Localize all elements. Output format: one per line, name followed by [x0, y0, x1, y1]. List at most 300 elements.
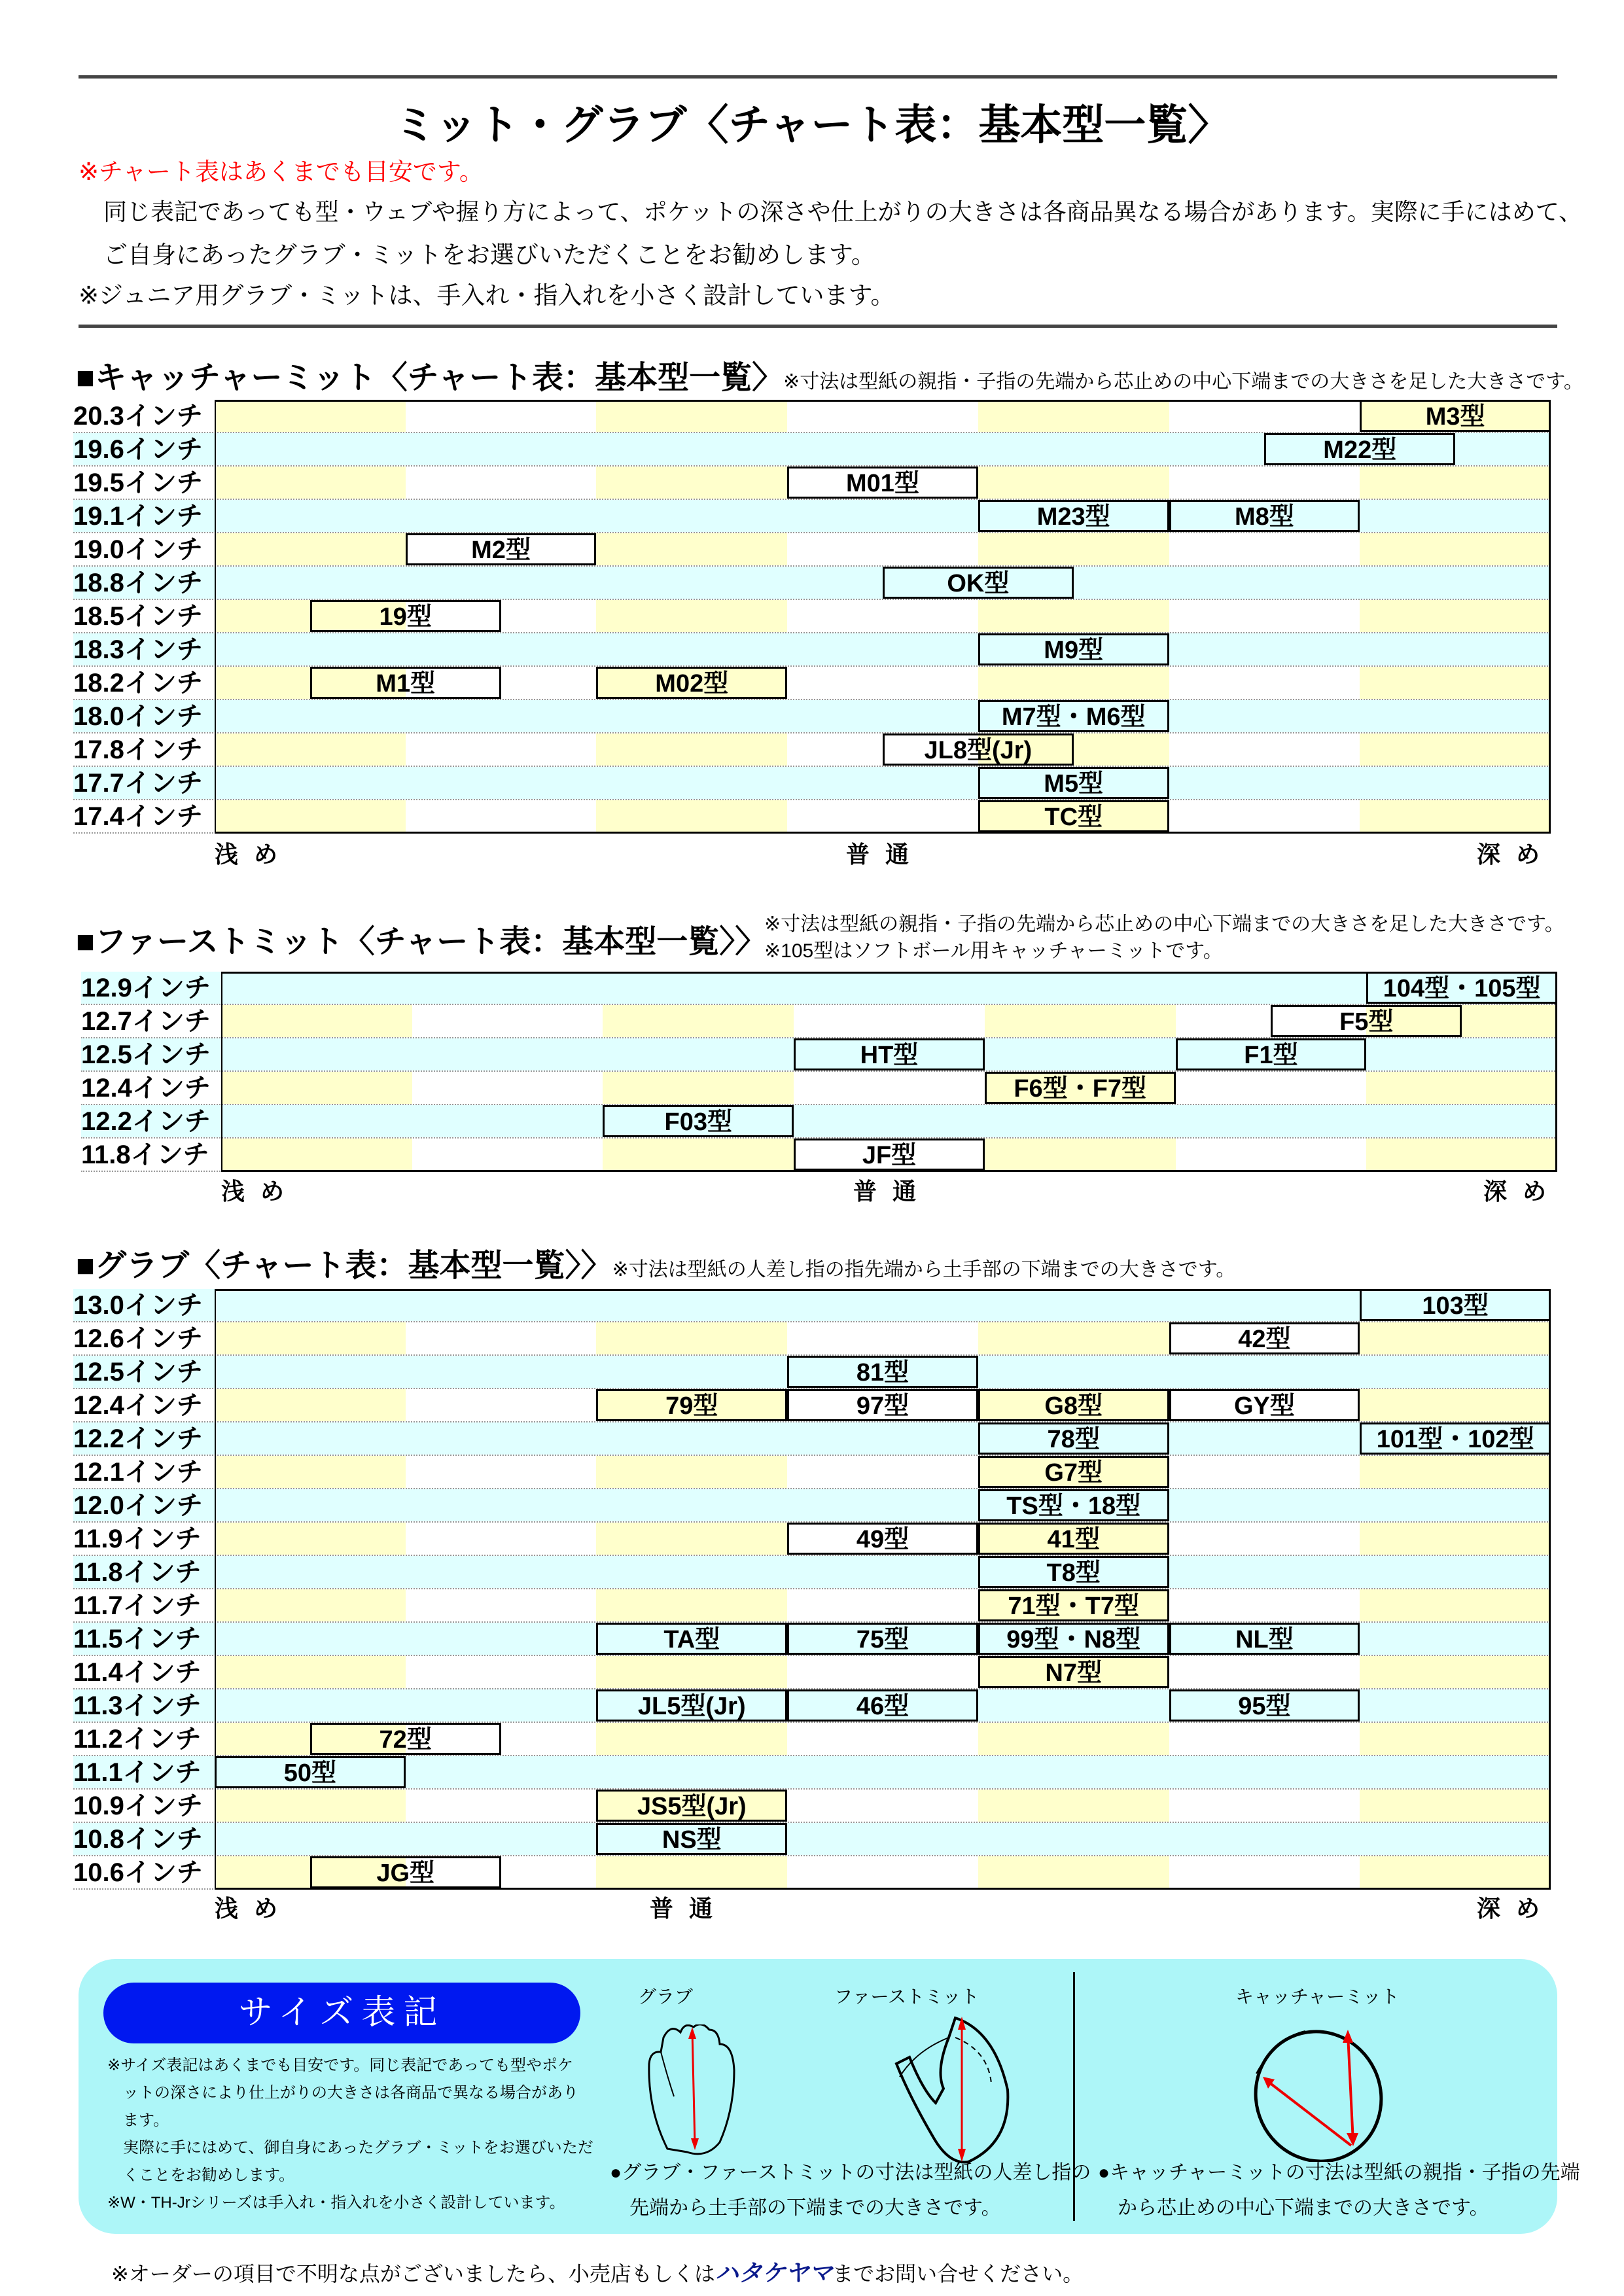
depth-cell — [787, 1489, 978, 1521]
depth-cell — [1169, 1790, 1360, 1822]
size-label: 20.3インチ — [73, 400, 215, 432]
depth-cell — [215, 1322, 406, 1354]
size-badge: サイズ表記 — [103, 1983, 580, 2043]
catcher-mitt-diagram-icon — [1237, 2018, 1387, 2162]
glove-caption-2: 先端から土手部の下端までの大きさです。 — [629, 2197, 1001, 2219]
chart-row — [73, 1689, 1551, 1723]
depth-cell — [1360, 633, 1551, 665]
depth-cell — [215, 733, 406, 766]
depth-cell — [603, 972, 794, 1004]
depth-cell — [221, 972, 412, 1004]
size-label: 12.6インチ — [73, 1322, 215, 1354]
model-box: 49型 — [787, 1523, 978, 1555]
depth-cell — [787, 1322, 978, 1354]
size-label: 18.2インチ — [73, 667, 215, 699]
axis-shallow: 浅め — [215, 841, 294, 868]
depth-cell — [978, 1723, 1169, 1755]
intro-line-3: ※ジュニア用グラブ・ミットは、手入れ・指入れを小さく設計しています。 — [79, 282, 895, 309]
depth-cell — [1169, 1856, 1360, 1888]
depth-cell — [412, 1072, 603, 1104]
depth-cell — [215, 1823, 406, 1855]
depth-cell — [215, 500, 406, 532]
depth-cell — [787, 1289, 978, 1321]
catcher-caption-1: ●キャッチャーミットの寸法は型紙の親指・子指の先端 — [1098, 2162, 1580, 2183]
depth-cell — [215, 1556, 406, 1588]
model-box: F5型 — [1271, 1005, 1462, 1037]
depth-cell — [978, 667, 1169, 699]
depth-cell — [1360, 700, 1551, 732]
depth-cell — [1169, 1489, 1360, 1521]
depth-cell — [221, 1139, 412, 1171]
model-box: M1型 — [310, 667, 501, 699]
depth-cell — [787, 1556, 978, 1588]
depth-cell — [215, 1623, 406, 1655]
depth-cell — [978, 400, 1169, 432]
size-note-4: 実際に手にはめて、御自身にあったグラブ・ミットをお選びいただ — [123, 2139, 593, 2157]
depth-cell — [221, 1038, 412, 1070]
depth-cell — [406, 1756, 597, 1788]
chart-row — [73, 1623, 1551, 1656]
depth-cell — [1169, 600, 1360, 632]
depth-cell — [221, 1105, 412, 1137]
depth-cell — [596, 633, 787, 665]
size-label: 17.8インチ — [73, 733, 215, 766]
chart-row — [73, 1856, 1551, 1890]
chart-row — [73, 467, 1551, 500]
depth-cell — [406, 1489, 597, 1521]
depth-cell — [1360, 1823, 1551, 1855]
chart-row — [73, 567, 1551, 600]
model-box: 78型 — [978, 1422, 1169, 1455]
catcher-note: ※寸法は型紙の親指・子指の先端から芯止めの中心下端までの大きさを足した大きさです。 — [783, 371, 1583, 393]
depth-cell — [1360, 1756, 1551, 1788]
depth-cell — [1169, 1556, 1360, 1588]
depth-cell — [1176, 1139, 1367, 1171]
depth-cell — [596, 700, 787, 732]
depth-cell — [406, 567, 597, 599]
depth-cell — [603, 1072, 794, 1104]
size-label: 12.5インチ — [81, 1038, 221, 1070]
size-label: 10.9インチ — [73, 1790, 215, 1822]
depth-cell — [406, 1523, 597, 1555]
depth-cell — [1169, 733, 1360, 766]
depth-cell — [596, 1656, 787, 1688]
brand-logo[interactable]: ハタケヤマ — [715, 2259, 833, 2286]
model-box: NL型 — [1169, 1623, 1360, 1655]
depth-cell — [1360, 533, 1551, 565]
depth-cell — [596, 1856, 787, 1888]
depth-cell — [1366, 1139, 1557, 1171]
depth-cell — [787, 433, 978, 465]
chart-row — [73, 533, 1551, 567]
depth-cell — [596, 533, 787, 565]
depth-cell — [406, 1656, 597, 1688]
depth-cell — [1360, 567, 1551, 599]
chart-row — [81, 1038, 1557, 1072]
page-title: ミット・グラブ〈チャート表：基本型一覧〉 — [394, 101, 1230, 149]
depth-cell — [978, 1322, 1169, 1354]
size-label: 17.7インチ — [73, 767, 215, 799]
depth-cell — [787, 667, 978, 699]
depth-cell — [1169, 1723, 1360, 1755]
first-mitt-diagram-icon — [870, 2011, 1027, 2168]
depth-cell — [1360, 1656, 1551, 1688]
chart-row — [73, 1489, 1551, 1523]
chart-row — [73, 767, 1551, 800]
depth-cell — [215, 1523, 406, 1555]
depth-cell — [1169, 1289, 1360, 1321]
chart-row — [73, 1389, 1551, 1422]
glove-caption-1: ●グラブ・ファーストミットの寸法は型紙の人差し指の — [610, 2162, 1091, 2183]
depth-cell — [215, 1589, 406, 1621]
footer-text-after: までお問い合せください。 — [832, 2262, 1084, 2286]
depth-cell — [596, 1723, 787, 1755]
depth-cell — [1169, 767, 1360, 799]
depth-cell — [596, 1456, 787, 1488]
model-box: JS5型(Jr) — [596, 1790, 787, 1822]
depth-cell — [787, 1656, 978, 1688]
depth-cell — [985, 1105, 1176, 1137]
depth-cell — [406, 1689, 597, 1722]
model-box: 19型 — [310, 600, 501, 632]
model-box: T8型 — [978, 1556, 1169, 1588]
model-box: M7型・M6型 — [978, 700, 1169, 732]
depth-cell — [215, 700, 406, 732]
depth-cell — [215, 1790, 406, 1822]
chart-row — [81, 1139, 1557, 1172]
size-label: 12.2インチ — [73, 1422, 215, 1455]
depth-cell — [596, 433, 787, 465]
depth-cell — [978, 1689, 1169, 1722]
depth-cell — [1169, 400, 1360, 432]
chart-row — [81, 1105, 1557, 1139]
first-heading: ■ファーストミット〈チャート表：基本型一覧〉〉 — [76, 925, 767, 959]
model-box: GY型 — [1169, 1389, 1360, 1421]
chart-row — [73, 1589, 1551, 1623]
depth-cell — [1360, 1523, 1551, 1555]
depth-cell — [787, 800, 978, 832]
depth-cell — [1366, 1072, 1557, 1104]
size-label: 12.2インチ — [81, 1105, 221, 1137]
depth-cell — [215, 1689, 406, 1722]
depth-cell — [406, 1389, 597, 1421]
model-box: 46型 — [787, 1689, 978, 1722]
model-box: F1型 — [1176, 1038, 1367, 1070]
size-label: 11.5インチ — [73, 1623, 215, 1655]
size-info-panel — [79, 1959, 1580, 2234]
first-note-2: ※105型はソフトボール用キャッチャーミットです。 — [764, 940, 1223, 962]
depth-cell — [596, 467, 787, 499]
glove-heading — [76, 1240, 1235, 1285]
size-label: 19.0インチ — [73, 533, 215, 565]
size-label: 12.5インチ — [73, 1356, 215, 1388]
depth-cell — [596, 1422, 787, 1455]
depth-cell — [215, 767, 406, 799]
size-label: 11.9インチ — [73, 1523, 215, 1555]
depth-cell — [1360, 767, 1551, 799]
depth-cell — [1360, 1589, 1551, 1621]
size-label: 11.3インチ — [73, 1689, 215, 1722]
depth-cell — [1176, 1105, 1367, 1137]
depth-cell — [215, 1289, 406, 1321]
size-note-5: くことをお勧めします。 — [123, 2166, 295, 2184]
depth-cell — [215, 1422, 406, 1455]
depth-cell — [1360, 1556, 1551, 1588]
warning-note: ※チャート表はあくまでも目安です。 — [79, 158, 484, 185]
depth-cell — [412, 1005, 603, 1037]
depth-cell — [1176, 972, 1367, 1004]
intro-line-1: 同じ表記であっても型・ウェブや握り方によって、ポケットの深さや仕上がりの大きさは各商品異なる場合があります。実際に手にはめて、 — [103, 198, 1583, 225]
model-box: M23型 — [978, 500, 1169, 532]
size-label: 12.4インチ — [81, 1072, 221, 1104]
depth-cell — [794, 972, 985, 1004]
depth-cell — [406, 1589, 597, 1621]
depth-cell — [787, 400, 978, 432]
chart-row — [73, 1523, 1551, 1556]
glove-diagram-icon — [641, 2024, 785, 2155]
chart-row — [73, 1289, 1551, 1322]
depth-cell — [1360, 1623, 1551, 1655]
catcher-diagram-label: キャッチャーミット — [1235, 1987, 1400, 2007]
depth-cell — [1169, 533, 1360, 565]
depth-cell — [406, 800, 597, 832]
model-box: 50型 — [215, 1756, 406, 1788]
chart-row — [73, 633, 1551, 667]
model-box: F6型・F7型 — [985, 1072, 1176, 1104]
size-label: 11.4インチ — [73, 1656, 215, 1688]
size-label: 10.8インチ — [73, 1823, 215, 1855]
size-label: 10.6インチ — [73, 1856, 215, 1888]
axis-deep: 深め — [1483, 1178, 1562, 1205]
model-box: M3型 — [1360, 400, 1551, 432]
depth-cell — [406, 700, 597, 732]
model-box: M01型 — [787, 467, 978, 499]
chart-row — [81, 1072, 1557, 1105]
depth-cell — [787, 1823, 978, 1855]
depth-cell — [978, 1856, 1169, 1888]
depth-cell — [978, 1289, 1169, 1321]
depth-cell — [978, 1790, 1169, 1822]
size-label: 11.2インチ — [73, 1723, 215, 1755]
size-label: 18.8インチ — [73, 567, 215, 599]
depth-cell — [596, 500, 787, 532]
model-box: OK型 — [883, 567, 1074, 599]
size-note-2: ットの深さにより仕上がりの大きさは各商品で異なる場合があり — [123, 2084, 578, 2102]
model-box: TS型・18型 — [978, 1489, 1169, 1521]
depth-cell — [215, 533, 406, 565]
depth-cell — [596, 1523, 787, 1555]
size-label: 12.7インチ — [81, 1005, 221, 1037]
glove-note: ※寸法は型紙の人差し指の指先端から土手部の下端までの大きさです。 — [612, 1259, 1236, 1280]
depth-cell — [978, 1756, 1169, 1788]
model-box: G7型 — [978, 1456, 1169, 1488]
depth-cell — [978, 533, 1169, 565]
depth-cell — [406, 1322, 597, 1354]
size-label: 11.7インチ — [73, 1589, 215, 1621]
depth-cell — [787, 600, 978, 632]
glove-diagram-label: グラブ — [638, 1987, 694, 2007]
chart-row — [81, 1005, 1557, 1038]
model-box: 103型 — [1360, 1289, 1551, 1321]
model-box: TC型 — [978, 800, 1169, 832]
model-box: JL8型(Jr) — [883, 733, 1074, 766]
size-note-1: ※サイズ表記はあくまでも目安です。同じ表記であっても型やポケ — [107, 2057, 574, 2074]
depth-cell — [1169, 1656, 1360, 1688]
size-label: 17.4インチ — [73, 800, 215, 832]
catcher-heading-text: ■キャッチャーミット〈チャート表：基本型一覧〉 — [76, 361, 784, 395]
chart-row — [73, 1823, 1551, 1856]
chart-row — [73, 733, 1551, 767]
chart-row — [73, 800, 1551, 834]
depth-cell — [787, 1723, 978, 1755]
size-label: 18.0インチ — [73, 700, 215, 732]
model-box: JF型 — [794, 1139, 985, 1171]
chart-row — [73, 700, 1551, 733]
model-box: 41型 — [978, 1523, 1169, 1555]
chart-row — [73, 1556, 1551, 1589]
depth-cell — [596, 733, 787, 766]
depth-cell — [1360, 1489, 1551, 1521]
depth-cell — [412, 1105, 603, 1137]
chart-row — [73, 1422, 1551, 1456]
depth-cell — [596, 1556, 787, 1588]
depth-cell — [596, 800, 787, 832]
model-box: JL5型(Jr) — [596, 1689, 787, 1722]
depth-cell — [215, 1456, 406, 1488]
depth-cell — [215, 1656, 406, 1688]
depth-cell — [1366, 1105, 1557, 1137]
depth-cell — [1360, 1389, 1551, 1421]
depth-cell — [406, 1623, 597, 1655]
size-label: 13.0インチ — [73, 1289, 215, 1321]
model-box: 71型・T7型 — [978, 1589, 1169, 1621]
depth-cell — [787, 533, 978, 565]
depth-cell — [1366, 1038, 1557, 1070]
model-box: G8型 — [978, 1389, 1169, 1421]
depth-cell — [1360, 1856, 1551, 1888]
depth-cell — [406, 1422, 597, 1455]
depth-cell — [1360, 1790, 1551, 1822]
depth-cell — [1360, 1322, 1551, 1354]
chart-row — [73, 1790, 1551, 1823]
model-box: HT型 — [794, 1038, 985, 1070]
axis-shallow: 浅め — [221, 1178, 300, 1205]
depth-cell — [215, 633, 406, 665]
depth-cell — [1169, 567, 1360, 599]
size-label: 12.4インチ — [73, 1389, 215, 1421]
size-label: 11.1インチ — [73, 1756, 215, 1788]
intro-line-2: ご自身にあったグラブ・ミットをお選びいただくことをお勧めします。 — [103, 241, 875, 268]
first-mitt-chart — [81, 972, 1557, 1172]
depth-cell — [1360, 800, 1551, 832]
depth-cell — [406, 433, 597, 465]
depth-cell — [215, 1389, 406, 1421]
size-label: 19.5インチ — [73, 467, 215, 499]
depth-cell — [1360, 600, 1551, 632]
depth-cell — [406, 1289, 597, 1321]
depth-cell — [787, 500, 978, 532]
depth-cell — [978, 467, 1169, 499]
size-label: 18.5インチ — [73, 600, 215, 632]
size-label: 12.9インチ — [81, 972, 221, 1004]
axis-shallow: 浅め — [215, 1895, 294, 1922]
model-box: 97型 — [787, 1389, 978, 1421]
depth-cell — [1169, 467, 1360, 499]
depth-cell — [406, 1790, 597, 1822]
section-rule — [79, 325, 1557, 328]
depth-cell — [787, 1589, 978, 1621]
depth-cell — [221, 1005, 412, 1037]
axis-normal: 普通 — [846, 841, 925, 868]
size-label: 19.1インチ — [73, 500, 215, 532]
chart-row — [73, 500, 1551, 533]
axis-normal: 普通 — [650, 1895, 729, 1922]
depth-cell — [215, 800, 406, 832]
catcher-chart — [73, 400, 1551, 834]
depth-cell — [1169, 1756, 1360, 1788]
depth-cell — [596, 1489, 787, 1521]
depth-cell — [596, 1289, 787, 1321]
depth-cell — [978, 1356, 1169, 1388]
axis-deep: 深め — [1477, 1895, 1556, 1922]
depth-cell — [1176, 1072, 1367, 1104]
model-box: 95型 — [1169, 1689, 1360, 1722]
depth-cell — [406, 1356, 597, 1388]
model-box: M9型 — [978, 633, 1169, 665]
depth-cell — [596, 1356, 787, 1388]
size-label: 19.6インチ — [73, 433, 215, 465]
glove-heading-text: ■グラブ〈チャート表：基本型一覧〉〉 — [76, 1248, 612, 1283]
depth-cell — [794, 1105, 985, 1137]
depth-cell — [1169, 633, 1360, 665]
depth-cell — [1360, 733, 1551, 766]
depth-cell — [596, 1589, 787, 1621]
model-box: NS型 — [596, 1823, 787, 1855]
model-box: M2型 — [406, 533, 597, 565]
depth-cell — [406, 633, 597, 665]
glove-chart — [73, 1289, 1551, 1890]
model-box: M5型 — [978, 767, 1169, 799]
depth-cell — [787, 767, 978, 799]
depth-cell — [1169, 1523, 1360, 1555]
axis-deep: 深め — [1477, 841, 1556, 868]
depth-cell — [406, 1456, 597, 1488]
model-box: 104型・105型 — [1366, 972, 1557, 1004]
depth-cell — [412, 1139, 603, 1171]
depth-cell — [1169, 700, 1360, 732]
size-note-3: ます。 — [123, 2111, 169, 2129]
depth-cell — [603, 1038, 794, 1070]
depth-cell — [596, 400, 787, 432]
depth-cell — [596, 1756, 787, 1788]
model-box: 75型 — [787, 1623, 978, 1655]
model-box: 81型 — [787, 1356, 978, 1388]
depth-cell — [978, 1823, 1169, 1855]
chart-row — [73, 1756, 1551, 1790]
depth-cell — [787, 1422, 978, 1455]
depth-cell — [1169, 1456, 1360, 1488]
depth-cell — [787, 700, 978, 732]
depth-cell — [596, 567, 787, 599]
chart-row — [73, 1322, 1551, 1356]
depth-cell — [1360, 467, 1551, 499]
model-box: F03型 — [603, 1105, 794, 1137]
size-label: 12.1インチ — [73, 1456, 215, 1488]
size-label: 11.8インチ — [73, 1556, 215, 1588]
depth-cell — [1360, 1456, 1551, 1488]
chart-row — [73, 1656, 1551, 1689]
top-rule — [79, 75, 1557, 79]
